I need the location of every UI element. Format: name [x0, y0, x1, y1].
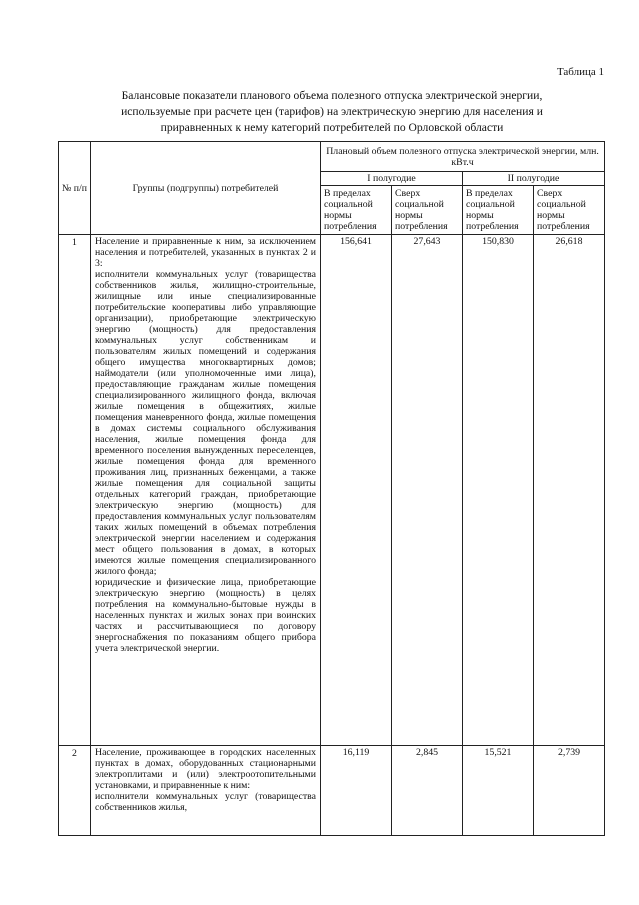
- header-h1-within: В пределах социальной нормы потребления: [321, 186, 392, 235]
- row-number: 2: [59, 746, 91, 836]
- h1-within-value: 16,119: [321, 746, 392, 836]
- title-line: используемые при расчете цен (тарифов) на электрическую энергию для населения и: [121, 105, 543, 118]
- h1-above-value: 2,845: [392, 746, 463, 836]
- header-h1-above: Сверх социальной нормы потребления: [392, 186, 463, 235]
- table-label: Таблица 1: [556, 66, 604, 78]
- h2-above-value: 26,618: [534, 235, 605, 746]
- description-paragraph: исполнители коммунальных услуг (товарищества собственников жилья,: [95, 791, 316, 813]
- header-num: № п/п: [59, 142, 91, 235]
- header-half2: II полугодие: [463, 172, 605, 186]
- description-paragraph: юридические и физические лица, приобретающие электрическую энергию (мощность) в целях потребления на коммунально-бытовые нужды в населенных пунктах и жилых зонах при воинских частях и рассчитывающиеся по договору энергоснабжения по показаниям общего прибора учета электрической энергии.: [95, 577, 316, 654]
- table-row: [59, 235, 605, 746]
- description-paragraph: Население и приравненные к ним, за исключением населения и потребителей, указанных в пунктах 2 и 3:: [95, 236, 316, 269]
- row-number: 1: [59, 235, 91, 746]
- description-paragraph: Население, проживающее в городских населенных пунктах в домах, оборудованных стационарными электроплитами и (или) электроотопительными установками, и приравненные к ним:: [95, 747, 316, 791]
- h2-above-value: 2,739: [534, 746, 605, 836]
- header-half1: I полугодие: [321, 172, 463, 186]
- balance-table: [58, 141, 605, 836]
- header-volume: Плановый объем полезного отпуска электрической энергии, млн. кВт.ч: [321, 142, 605, 172]
- title-line: Балансовые показатели планового объема полезного отпуска электрической энергии,: [121, 89, 543, 102]
- header-h2-within: В пределах социальной нормы потребления: [463, 186, 534, 235]
- document-title: [78, 88, 586, 136]
- h1-above-value: 27,643: [392, 235, 463, 746]
- row-description: [91, 235, 321, 746]
- title-line: приравненных к нему категорий потребителей по Орловской области: [160, 121, 504, 134]
- table-row: [59, 746, 605, 836]
- header-h2-above: Сверх социальной нормы потребления: [534, 186, 605, 235]
- description-paragraph: исполнители коммунальных услуг (товарищества собственников жилья, жилищно-строительные, жилищные или иные специализированные потребительские кооперативы либо управляющие организации), приобретающие электрическую энергию (мощность) для предоставления коммунальных услуг собственникам и пользователям жилых помещений и содержания общего имущества многоквартирных домов; наймодатели (или уполномоченные ими лица), предоставляющие гражданам жилые помещения специализированного жилищного фонда, включая жилые помещения в общежитиях, жилые помещения маневренного фонда, жилые помещения в домах системы социального обслуживания населения, жилые помещения фонда для временного поселения вынужденных переселенцев, жилые помещения фонда для временного проживания лиц, признанных беженцами, а также жилые помещения для социальной защиты отдельных категорий граждан, приобретающие электрическую энергию (мощность) для предоставления коммунальных услуг пользователям таких жилых помещений в объемах потребления электрической энергии населением и содержания мест общего пользования в домах, в которых имеются жилые помещения специализированного жилого фонда;: [95, 269, 316, 577]
- h2-within-value: 15,521: [463, 746, 534, 836]
- h1-within-value: 156,641: [321, 235, 392, 746]
- h2-within-value: 150,830: [463, 235, 534, 746]
- header-group: Группы (подгруппы) потребителей: [91, 142, 321, 235]
- row-description: [91, 746, 321, 836]
